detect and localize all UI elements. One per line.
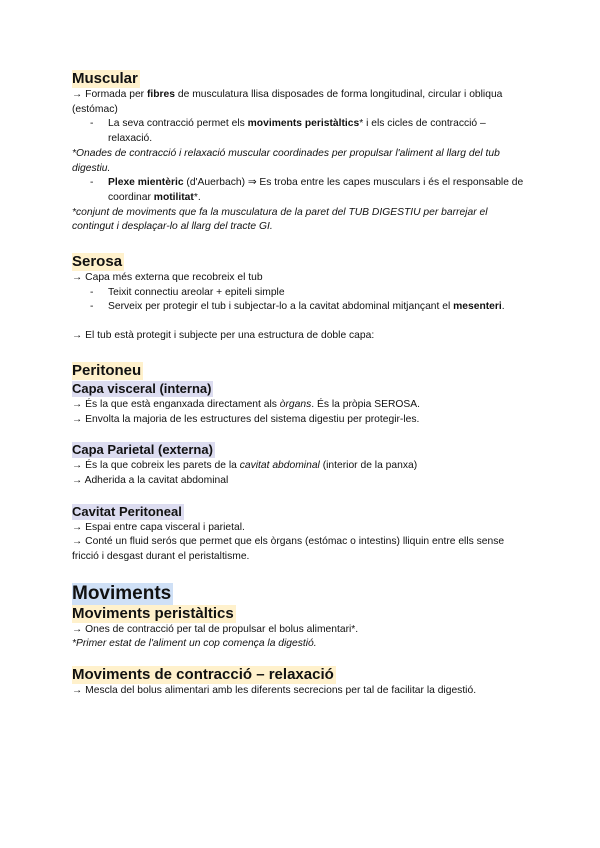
muscular-bullet-contraction: - La seva contracció permet els moviments peristàltics* i els cicles de contracció – relaxació. xyxy=(90,118,486,145)
heading-peritoneu: Peritoneu xyxy=(72,361,142,379)
serosa-bullet-protect: - Serveix per protegir el tub i subjectar-lo a la cavitat abdominal mitjançant el mesenteri. xyxy=(90,301,505,313)
muscular-note-waves: *Onades de contracció i relaxació muscular coordinades per propulsar l'aliment al llarg del tub digestiu. xyxy=(72,147,500,174)
cavitat-line-2: → Conté un fluid serós que permet que els òrgans (estómac o intestins) lliquin entre ells sense fricció i desgast durant el peristaltisme. xyxy=(72,536,505,563)
muscular-note-motility: *conjunt de moviments que fa la musculatura de la paret del TUB DIGESTIU per barrejar el contingut i desplaçar-lo al llarg del tracte GI. xyxy=(72,206,488,233)
parietal-line-2: → Adherida a la cavitat abdominal xyxy=(72,474,229,486)
heading-moviments-peristaltics: Moviments peristàltics xyxy=(72,604,234,622)
visceral-line-2: → Envolta la majoria de les estructures del sistema digestiu per protegir-les. xyxy=(72,413,420,425)
peristaltics-line: → Ones de contracció per tal de propulsar el bolus alimentari*. xyxy=(72,623,359,635)
heading-moviments-contraccio: Moviments de contracció – relaxació xyxy=(72,666,334,684)
serosa-double-layer: → El tub està protegit i subjecte per una estructura de doble capa: xyxy=(72,330,375,342)
muscular-bullet-plexus: - Plexe mientèric (d'Auerbach) ⇒ Es troba entre les capes musculars i és el responsable de coordinar motilitat*. xyxy=(90,177,524,203)
heading-capa-visceral: Capa visceral (interna) xyxy=(72,380,212,396)
visceral-line-1: → És la que està enganxada directament als òrgans. És la pròpia SEROSA. xyxy=(72,398,421,410)
heading-serosa: Serosa xyxy=(72,253,123,271)
heading-moviments: Moviments xyxy=(72,582,172,604)
heading-capa-parietal: Capa Parietal (externa) xyxy=(72,442,213,458)
heading-cavitat-peritoneal: Cavitat Peritoneal xyxy=(72,503,182,519)
cavitat-line-1: → Espai entre capa visceral i parietal. xyxy=(72,521,245,533)
muscular-paragraph: → Formada per fibres de musculatura llisa disposades de forma longitudinal, circular i obliqua (estómac) xyxy=(72,89,503,115)
contraccio-line: → Mescla del bolus alimentari amb les diferents secrecions per tal de facilitar la digestió. xyxy=(72,685,477,697)
serosa-bullet-tissue: - Teixit connectiu areolar + epiteli simple xyxy=(90,286,285,298)
peristaltics-note: *Primer estat de l'aliment un cop comença la digestió. xyxy=(72,638,317,650)
parietal-line-1: → És la que cobreix les parets de la cavitat abdominal (interior de la panxa) xyxy=(72,460,418,472)
heading-muscular: Muscular xyxy=(72,70,138,87)
serosa-paragraph: → Capa més externa que recobreix el tub xyxy=(72,272,263,284)
